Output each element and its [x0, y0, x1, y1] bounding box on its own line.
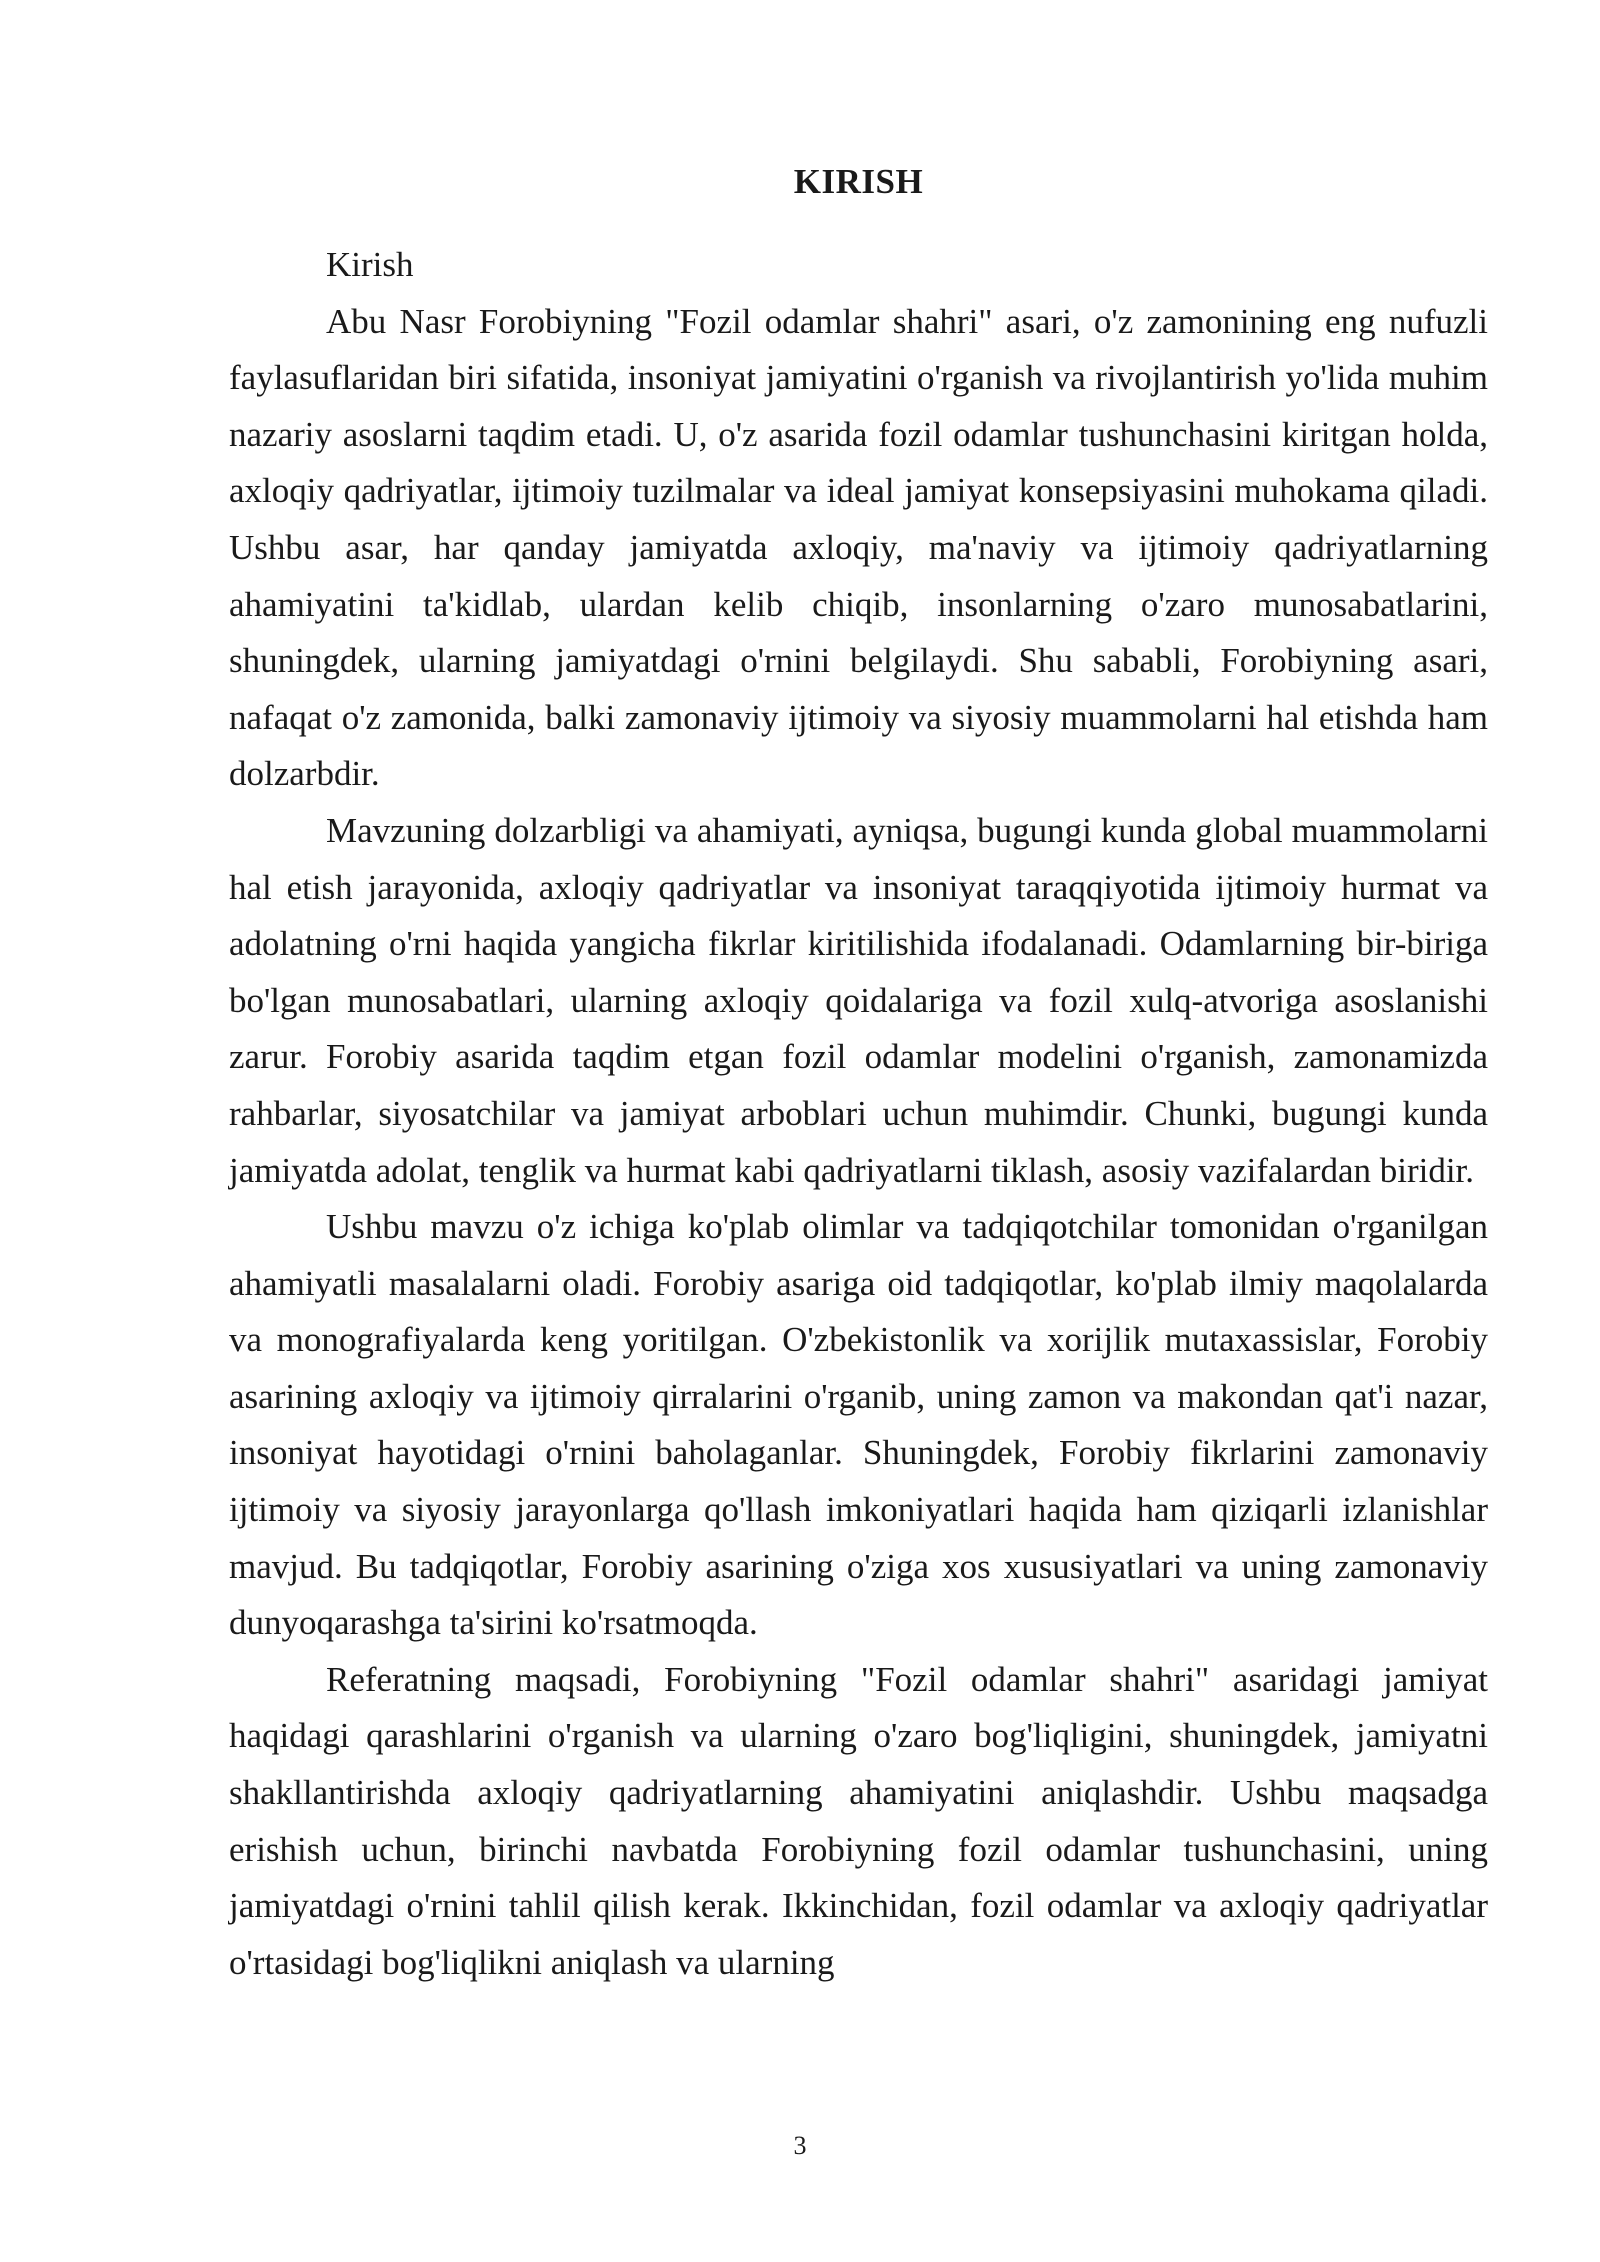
paragraph: Referatning maqsadi, Forobiyning "Fozil odamlar shahri" asaridagi jamiyat haqidagi qarashlarini o'rganish va ularning o'zaro bog'liqligini, shuningdek, jamiyatni shakllantirishda axloqiy qadriyatlarning ahamiyatini aniqlashdir. Ushbu maqsadga erishish uchun, birinchi navbatda Forobiyning fozil odamlar tushunchasini, uning jamiyatdagi o'rnini tahlil qilish kerak. Ikkinchidan, fozil odamlar va axloqiy qadriyatlar o'rtasidagi bog'liqlikni aniqlash va ularning: [229, 1659, 1488, 1982]
paragraph: Mavzuning dolzarbligi va ahamiyati, ayniqsa, bugungi kunda global muammolarni hal etish jarayonida, axloqiy qadriyatlar va insoniyat taraqqiyotida ijtimoiy hurmat va adolatning o'rni haqida yangicha fikrlar kiritilishida ifodalanadi. Odamlarning bir-biriga bo'lgan munosabatlari, ularning axloqiy qoidalariga va fozil xulq-atvoriga asoslanishi zarur. Forobiy asarida taqdim etgan fozil odamlar modelini o'rganish, zamonamizda rahbarlar, siyosatchilar va jamiyat arboblari uchun muhimdir. Chunki, bugungi kunda jamiyatda adolat, tenglik va hurmat kabi qadriyatlarni tiklash, asosiy vazifalardan biridir.: [229, 810, 1488, 1190]
page-number: 3: [793, 2131, 807, 2160]
page-title: KIRISH: [793, 162, 924, 201]
paragraph: Ushbu mavzu o'z ichiga ko'plab olimlar va tadqiqotchilar tomonidan o'rganilgan ahamiyatli masalalarni oladi. Forobiy asariga oid tadqiqotlar, ko'plab ilmiy maqolalarda va monografiyalarda keng yoritilgan. O'zbekistonlik va xorijlik mutaxassislar, Forobiy asarining axloqiy va ijtimoiy qirralarini o'rganib, uning zamon va makondan qat'i nazar, insoniyat hayotidagi o'rnini baholaganlar. Shuningdek, Forobiy fikrlarini zamonaviy ijtimoiy va siyosiy jarayonlarga qo'llash imkoniyatlari haqida ham qiziqarli izlanishlar mavjud. Bu tadqiqotlar, Forobiy asarining o'ziga xos xususiyatlari va uning zamonaviy dunyoqarashga ta'sirini ko'rsatmoqda.: [229, 1207, 1488, 1643]
document-page: [229, 160, 1488, 1991]
section-subheading: Kirish: [326, 245, 414, 284]
paragraph: Abu Nasr Forobiyning "Fozil odamlar shahri" asari, o'z zamonining eng nufuzli faylasuflaridan biri sifatida, insoniyat jamiyatini o'rganish va rivojlantirish yo'lida muhim nazariy asoslarni taqdim etadi. U, o'z asarida fozil odamlar tushunchasini kiritgan holda, axloqiy qadriyatlar, ijtimoiy tuzilmalar va ideal jamiyat konsepsiyasini muhokama qiladi. Ushbu asar, har qanday jamiyatda axloqiy, ma'naviy va ijtimoiy qadriyatlarning ahamiyatini ta'kidlab, ulardan kelib chiqib, insonlarning o'zaro munosabatlarini, shuningdek, ularning jamiyatdagi o'rnini belgilaydi. Shu sababli, Forobiyning asari, nafaqat o'z zamonida, balki zamonaviy ijtimoiy va siyosiy muammolarni hal etishda ham dolzarbdir.: [229, 301, 1488, 794]
